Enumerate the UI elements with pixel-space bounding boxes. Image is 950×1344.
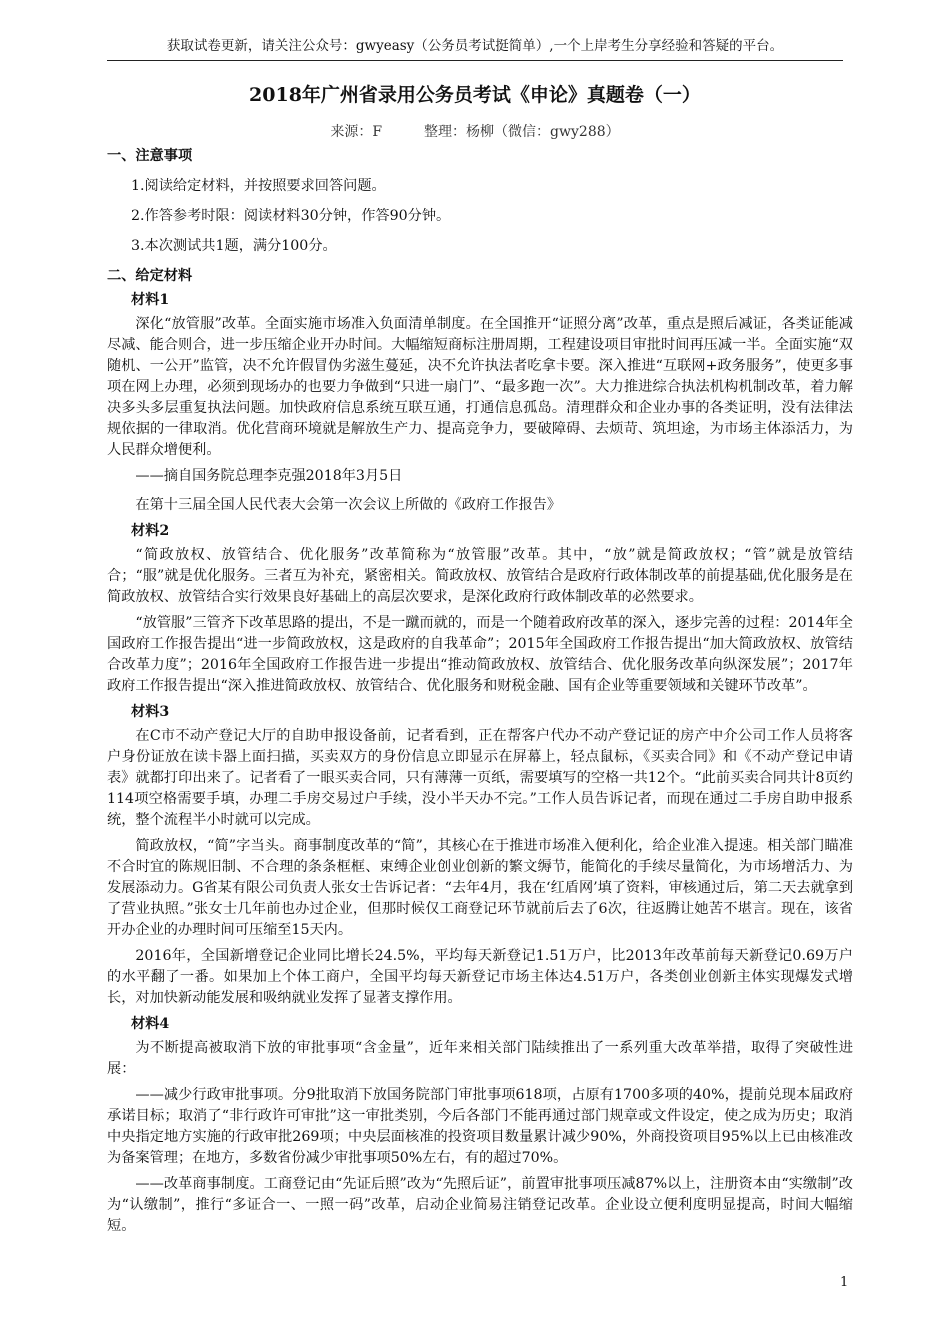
page-title: 2018年广州省录用公务员考试《申论》真题卷（一） (249, 84, 701, 106)
material-2-paragraph: “放管服”三管齐下改革思路的提出，不是一蹴而就的，而是一个随着政府改革的深入，逐步完善的过程：2014年全国政府工作报告提出“进一步简政放权，这是政府的自我革命”；2015年全国政府工作报告提出“加大简政放权、放管结合改革力度”；2016年全国政府工作报告进一步提出“推动简政放权、放管结合、优化服务改革向纵深发展”；2017年政府工作报告提出“深入推进简政放权、放管结合、优化服务和财税金融、国有企业等重要领域和关键环节改革”。 (107, 615, 853, 694)
material-4-paragraph: ——减少行政审批事项。分9批取消下放国务院部门审批事项618项，占原有1700多项的40%，提前兑现本届政府承诺目标；取消了“非行政许可审批”这一审批类别，今后各部门不能再通过部门规章或文件设定，使之成为历史；取消中央指定地方实施的行政审批269项；中央层面核准的投资项目数量累计减少90%，外商投资项目95%以上已由核准改为备案管理；在地方，多数省份减少审批事项50%左右，有的超过70%。 (107, 1087, 853, 1166)
header-note: 获取试卷更新，请关注公众号：gwyeasy（公务员考试挺简单）,一个上岸考生分享经验和答疑的平台。 (166, 38, 784, 54)
material-3-paragraph: 在C市不动产登记大厅的自助申报设备前，记者看到，正在帮客户代办不动产登记证的房产中介公司工作人员将客户身份证放在读卡器上面扫描，买卖双方的身份信息立即显示在屏幕上，轻点鼠标，《买卖合同》和《不动产登记申请表》就都打印出来了。记者看了一眼买卖合同，只有薄薄一页纸，需要填写的空格一共12个。“此前买卖合同共计8页约114项空格需要手填，办理二手房交易过户手续，没小半天办不完。”工作人员告诉记者，而现在通过二手房自助申报系统，整个流程半小时就可以完成。 (107, 728, 853, 828)
source-line: 来源：F 整理：杨柳（微信：gwy288） (330, 124, 620, 140)
material-1-label: 材料1 (131, 292, 170, 308)
notice-item: 1.阅读给定材料，并按照要求回答问题。 (131, 178, 386, 194)
material-3-paragraph: 2016年，全国新增登记企业同比增长24.5%，平均每天新登记1.51万户，比2013年改革前每天新登记0.69万户的水平翻了一番。如果加上个体工商户，全国平均每天新登记市场主体达4.51万户，各类创业创新主体实现爆发式增长，对加快新动能发展和吸纳就业发挥了显著支撑作用。 (107, 948, 853, 1006)
material-4-label: 材料4 (131, 1016, 170, 1032)
material-1-citation: ——摘自国务院总理李克强2018年3月5日 (135, 468, 403, 484)
page-number: 1 (840, 1275, 849, 1290)
material-2-paragraph: “简政放权、放管结合、优化服务”改革简称为“放管服”改革。其中，“放”就是简政放权；“管”就是放管结合；“服”就是优化服务。三者互为补充，紧密相关。简政放权、放管结合是政府行政体制改革的前提基础,优化服务是在简政放权、放管结合实行效果良好基础上的高层次要求，是深化政府行政体制改革的必然要求。 (107, 547, 853, 605)
material-1-citation: 在第十三届全国人民代表大会第一次会议上所做的《政府工作报告》 (135, 497, 562, 513)
header-divider (107, 60, 843, 61)
material-3-paragraph: 简政放权，“简”字当头。商事制度改革的“简”，其核心在于推进市场准入便利化，给企业准入提速。相关部门瞄准不合时宜的陈规旧制、不合理的条条框框、束缚企业创业创新的繁文缛节，能简化的手续尽量简化，为市场增活力、为发展添动力。G省某有限公司负责人张女士告诉记者：“去年4月，我在‘红盾网’填了资料，审核通过后，第二天去就拿到了营业执照。”张女士几年前也办过企业，但那时候仅工商登记环节就前后去了6次，往返腾让她苦不堪言。现在，该省开办企业的办理时间可压缩至15天内。 (107, 838, 854, 938)
notice-item: 2.作答参考时限：阅读材料30分钟，作答90分钟。 (131, 208, 451, 224)
material-4-paragraph: 为不断提高被取消下放的审批事项“含金量”，近年来相关部门陆续推出了一系列重大改革举措，取得了突破性进展： (107, 1040, 853, 1077)
material-3-label: 材料3 (131, 704, 170, 720)
material-1-paragraph: 深化“放管服”改革。全面实施市场准入负面清单制度。在全国推开“证照分离”改革，重点是照后减证，各类证能减尽减、能合则合，进一步压缩企业开办时间。大幅缩短商标注册周期，工程建设项目审批时间再压减一半。全面实施“双随机、一公开”监管，决不允许假冒伪劣滋生蔓延，决不允许执法者吃拿卡要。深入推进“互联网+政务服务”，使更多事项在网上办理，必须到现场办的也要力争做到“只进一扇门”、“最多跑一次”。大力推进综合执法机构机制改革，着力解决多头多层重复执法问题。加快政府信息系统互联互通，打通信息孤岛。清理群众和企业办事的各类证明，没有法律法规依据的一律取消。优化营商环境就是解放生产力、提高竞争力，要破障碍、去烦苛、筑坦途，为市场主体添活力，为人民群众增便利。 (107, 316, 853, 458)
material-4-paragraph: ——改革商事制度。工商登记由“先证后照”改为“先照后证”，前置审批事项压减87%以上，注册资本由“实缴制”改为“认缴制”，推行“多证合一、一照一码”改革，启动企业简易注销登记改革。企业设立便利度明显提高，时间大幅缩短。 (107, 1176, 853, 1234)
notice-heading: 一、注意事项 (107, 148, 193, 164)
material-2-label: 材料2 (131, 523, 170, 539)
notice-item: 3.本次测试共1题，满分100分。 (131, 238, 337, 254)
document-body (107, 146, 853, 1242)
materials-heading: 二、给定材料 (107, 268, 193, 284)
